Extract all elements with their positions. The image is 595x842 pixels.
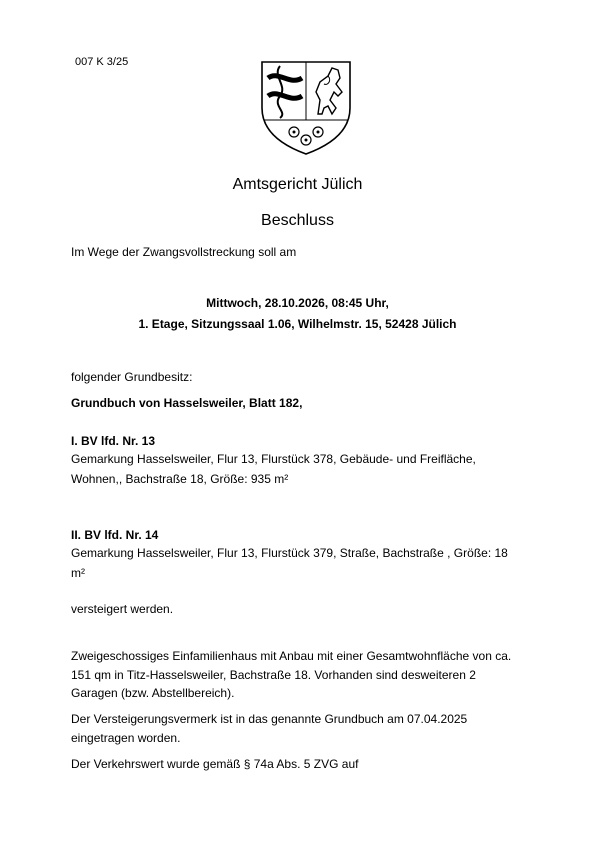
intro-text: Im Wege der Zwangsvollstreckung soll am — [71, 245, 297, 259]
nrw-coat-of-arms-icon — [258, 56, 354, 156]
item-heading: I. BV lfd. Nr. 13 — [71, 434, 156, 448]
item-line: m² — [71, 566, 85, 580]
item-line: Gemarkung Hasselsweiler, Flur 13, Flurstück 378, Gebäude- und Freifläche, — [71, 452, 476, 466]
valuation-text: Der Verkehrswert wurde gemäß § 74a Abs. 5 ZVG auf — [71, 757, 359, 771]
decision-title: Beschluss — [261, 212, 334, 229]
court-name: Amtsgericht Jülich — [232, 176, 363, 193]
appointment-location: 1. Etage, Sitzungssaal 1.06, Wilhelmstr. 15, 52428 Jülich — [138, 317, 457, 331]
case-number: 007 K 3/25 — [75, 56, 129, 68]
land-register: Grundbuch von Hasselsweiler, Blatt 182, — [71, 396, 303, 410]
description-line: 151 qm in Titz-Hasselsweiler, Bachstraße 18. Vorhanden sind desweiteren 2 — [71, 668, 476, 682]
item-line: Gemarkung Hasselsweiler, Flur 13, Flurstück 379, Straße, Bachstraße , Größe: 18 — [71, 546, 508, 560]
description-line: Garagen (bzw. Abstellbereich). — [71, 686, 235, 700]
registration-line: Der Versteigerungsvermerk ist in das genannte Grundbuch am 07.04.2025 — [71, 712, 468, 726]
appointment-date: Mittwoch, 28.10.2026, 08:45 Uhr, — [206, 296, 389, 310]
registration-line: eingetragen worden. — [71, 731, 181, 745]
auction-phrase: versteigert werden. — [71, 602, 174, 616]
item-line: Wohnen,, Bachstraße 18, Größe: 935 m² — [71, 472, 289, 486]
description-line: Zweigeschossiges Einfamilienhaus mit Anbau mit einer Gesamtwohnfläche von ca. — [71, 649, 512, 663]
item-heading: II. BV lfd. Nr. 14 — [71, 528, 159, 542]
property-intro: folgender Grundbesitz: — [71, 370, 193, 384]
